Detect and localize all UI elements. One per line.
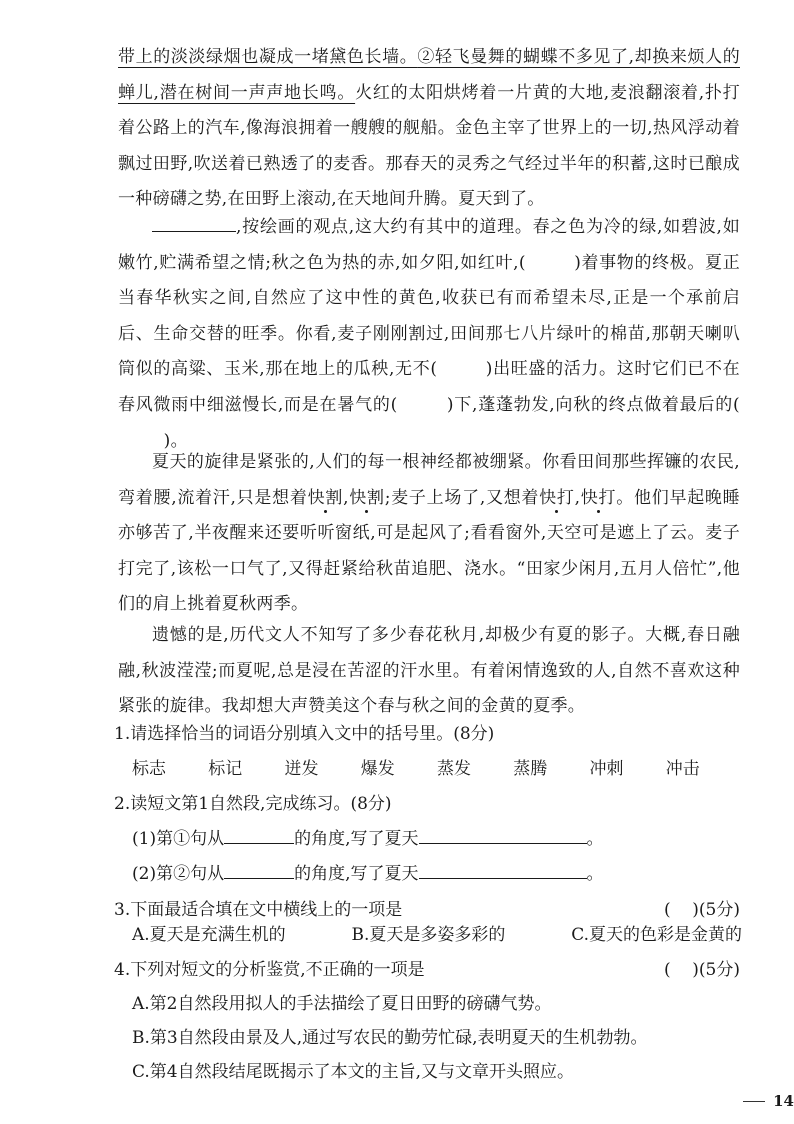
- question-3-answer-score[interactable]: ( )(5分): [664, 900, 740, 920]
- paragraph-2-part-c: )出旺盛的活力。这时它们已不在春风微雨中细滋慢长,而是在暑气的(: [118, 359, 740, 415]
- answer-blank-long[interactable]: [419, 825, 587, 844]
- answer-paren-1[interactable]: [526, 253, 574, 273]
- word-option: 标记: [208, 759, 243, 779]
- sentence-1-underlined: 带上的淡淡绿烟也凝成一堵黛色长墙。: [118, 47, 418, 67]
- item-prefix: (1)第①句从: [132, 829, 225, 849]
- emphasis-kuaida-1: [539, 488, 574, 508]
- paragraph-3-part-c: 。他们早起晚睡亦够苦了,半夜醒来还要听听窗纸,可是起风了;看看窗外,天空可是遮上了云。麦子打完了,该松一口气了,又得赶紧给秋苗追肥、浇水。“田家少闲月,五月人倍忙”,他们的肩上挑着夏秋两季。: [118, 487, 740, 615]
- question-2-stem: 2.读短文第1自然段,完成练习。(8分): [114, 794, 392, 814]
- comma: ,: [574, 487, 581, 508]
- answer-blank-long[interactable]: [419, 860, 587, 879]
- paragraph-3-part-a: 夏天的旋律是紧张的,人们的每一根神经都被绷紧。你看田间那些挥镰的农民,弯着腰,流着汗,只是想着: [118, 452, 740, 508]
- word-option: 冲击: [665, 759, 700, 779]
- question-4: [114, 953, 740, 987]
- answer-blank-short[interactable]: [224, 860, 294, 879]
- answer-paren-3[interactable]: [398, 395, 447, 415]
- paragraph-1-rest: 火红的太阳烘烤着一片黄的大地,麦浪翻滚着,扑打着公路上的汽车,像海浪拥着一艘艘的舰船。金色主宰了世界上的一切,热风浮动着飘过田野,吹送着已熟透了的麦香。那春天的灵秀之气经过半年的积蓄,这时已酿成一种磅礴之势,在田野上滚动,在天地间升腾。夏天到了。: [118, 82, 740, 210]
- item-end: 。: [586, 864, 604, 884]
- question-4-answer-score[interactable]: ( )(5分): [664, 960, 740, 980]
- word-option: 迸发: [284, 759, 319, 779]
- paragraph-1: [118, 40, 740, 218]
- dotted-text: 快割: [348, 487, 385, 508]
- word-option: 冲刺: [589, 759, 624, 779]
- item-end: 。: [586, 829, 604, 849]
- paragraph-4: 遗憾的是,历代文人不知写了多少春花秋月,却极少有夏的影子。大概,春日融融,秋波滢滢;而夏呢,总是浸在苦涩的汗水里。有着闲情逸致的人,自然不喜欢这种紧张的旋律。我却想大声赞美这个春与秋之间的金黄的夏季。: [118, 625, 740, 717]
- dotted-text: 快打: [580, 487, 617, 508]
- word-bank: [132, 752, 742, 786]
- answer-blank-line[interactable]: [152, 213, 236, 232]
- question-3-stem: 3.下面最适合填在文中横线上的一项是: [114, 900, 403, 920]
- emphasis-kuaida-2: [580, 488, 616, 508]
- answer-paren-2[interactable]: [437, 359, 486, 379]
- paragraph-2-part-e: )。: [163, 430, 188, 451]
- dotted-text: 快割: [307, 487, 344, 508]
- option-b[interactable]: B.夏天是多姿多彩的: [351, 925, 506, 945]
- paragraph-2-part-b: )着事物的终极。夏正当春华秋实之间,自然应了这中性的黄色,收获已有而希望未尽,正是一个承前启后、生命交替的旺季。你看,麦子刚刚割过,田间那七八片绿叶的棉苗,那朝天喇叭筒似的高粱、玉米,那在地上的瓜秧,无不(: [118, 252, 740, 380]
- paragraph-2-part-d: )下,蓬蓬勃发,向秋的终点做着最后的(: [446, 394, 740, 415]
- question-4-stem: 4.下列对短文的分析鉴赏,不正确的一项是: [114, 960, 425, 980]
- word-option: 蒸腾: [513, 759, 548, 779]
- option-a[interactable]: A.第2自然段用拟人的手法描绘了夏日田野的磅礴气势。: [132, 994, 552, 1014]
- option-b[interactable]: B.第3自然段由景及人,通过写农民的勤劳忙碌,表明夏天的生机勃勃。: [132, 1028, 648, 1048]
- word-option: 蒸发: [437, 759, 471, 779]
- sentence-2-underlined: ②轻飞曼舞的蝴蝶不多见了,却换来烦人的蝉儿,潜在树间一声声地长鸣。: [118, 47, 740, 103]
- item-prefix: (2)第②句从: [132, 864, 225, 884]
- emphasis-kuaige-1: [308, 488, 343, 508]
- option-a[interactable]: A.夏天是充满生机的: [132, 925, 286, 945]
- word-option: 爆发: [360, 759, 395, 779]
- paragraph-2: [118, 210, 740, 459]
- comma: ,: [343, 487, 349, 508]
- option-c[interactable]: C.夏天的色彩是金黄的: [571, 925, 742, 945]
- paragraph-3-part-b: ;麦子上场了,又想着: [384, 487, 540, 508]
- option-c[interactable]: C.第4自然段结尾既揭示了本文的主旨,又与文章开头照应。: [132, 1062, 575, 1082]
- question-1-stem: 1.请选择恰当的词语分别填入文中的括号里。(8分): [114, 724, 495, 744]
- emphasis-kuaige-2: [349, 488, 385, 508]
- paragraph-2-part-a: ,按绘画的观点,这大约有其中的道理。春之色为冷的绿,如碧波,如嫩竹,贮满希望之情;秋之色为热的赤,如夕阳,如红叶,(: [118, 217, 740, 273]
- question-2-item-1: [132, 822, 758, 856]
- page-number-text: 14: [773, 1092, 794, 1110]
- question-3-options: [132, 918, 742, 952]
- page-number-rule: [743, 1101, 765, 1102]
- question-2-item-2: [132, 857, 758, 891]
- item-middle: 的角度,写了夏天: [294, 829, 419, 849]
- word-option: 标志: [132, 759, 166, 779]
- paragraph-3: [118, 445, 740, 623]
- item-middle: 的角度,写了夏天: [294, 864, 419, 884]
- page-number: [743, 1092, 794, 1110]
- answer-blank-short[interactable]: [224, 825, 294, 844]
- dotted-text: 快打: [539, 487, 575, 508]
